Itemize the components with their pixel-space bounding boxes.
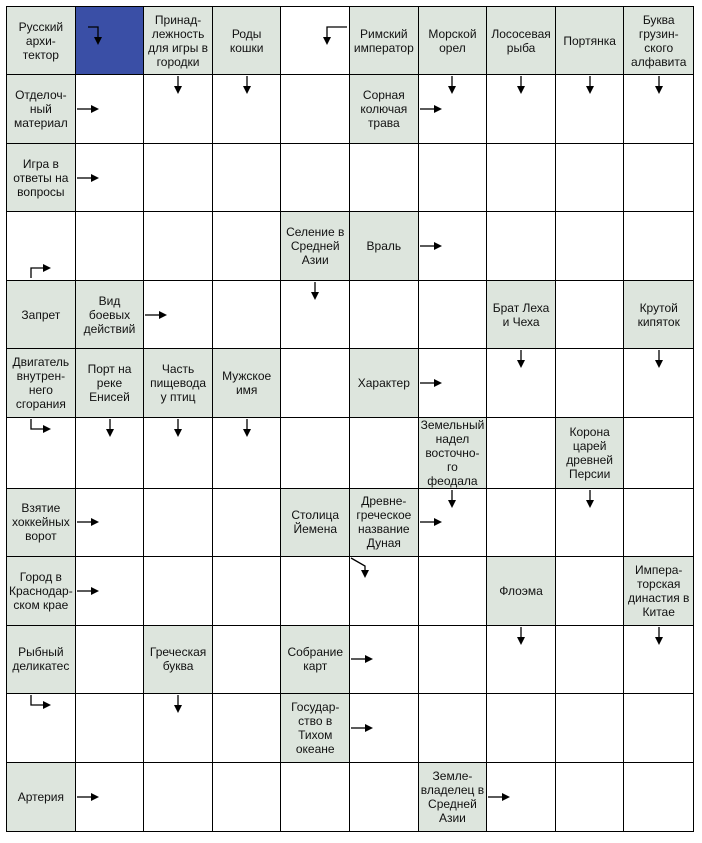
answer-cell[interactable] (144, 144, 213, 212)
answer-cell[interactable] (556, 212, 625, 280)
clue-text: Флоэма (499, 583, 543, 598)
clue-text: Буква грузин-ского алфавита (631, 12, 687, 69)
arrow-down-icon (158, 693, 198, 733)
answer-cell[interactable] (487, 75, 556, 143)
arrow-down-icon (90, 417, 130, 457)
arrow-down-icon (295, 280, 335, 320)
clue-text: Часть пищевода у птиц (150, 361, 207, 404)
clue-text: Лососевая рыба (491, 26, 551, 55)
answer-cell[interactable] (556, 75, 625, 143)
clue-cell (350, 212, 419, 280)
answer-cell[interactable] (487, 489, 556, 557)
answer-cell[interactable] (419, 144, 488, 212)
clue-cell (281, 212, 350, 280)
clue-text: Вид боевых действий (83, 293, 136, 336)
arrow-right-icon (349, 708, 389, 748)
answer-cell[interactable] (144, 489, 213, 557)
answer-cell[interactable] (556, 694, 625, 762)
clue-cell (7, 144, 76, 212)
arrow-down-icon (570, 74, 610, 114)
answer-cell[interactable] (76, 489, 145, 557)
answer-cell[interactable] (76, 557, 145, 625)
arrow-right-icon (75, 777, 115, 817)
arrow-right-icon (418, 226, 458, 266)
arrow-right-icon (486, 777, 526, 817)
arrow-down-icon (158, 417, 198, 457)
clue-text: Взятие хоккейных ворот (11, 501, 70, 544)
answer-cell[interactable] (7, 212, 76, 280)
clue-cell (487, 7, 556, 75)
answer-cell[interactable] (281, 418, 350, 489)
answer-cell[interactable] (419, 489, 488, 557)
clue-text: Собрание карт (287, 645, 344, 674)
clue-cell (350, 7, 419, 75)
answer-cell[interactable] (556, 763, 625, 831)
answer-cell[interactable] (213, 489, 282, 557)
clue-cell (7, 75, 76, 143)
clue-text: Порт на реке Енисей (87, 361, 132, 404)
arrow-right-icon (75, 571, 115, 611)
answer-cell[interactable] (624, 763, 693, 831)
clue-text: Крутой кипяток (637, 300, 680, 329)
clue-cell (281, 489, 350, 557)
clue-text: Древне-греческое название Дуная (356, 494, 412, 551)
clue-text: Роды кошки (229, 26, 264, 55)
answer-cell[interactable] (213, 694, 282, 762)
arrow-down-icon (639, 625, 679, 665)
clue-text: Земельный надел восточно-го феодала (420, 417, 485, 488)
clue-cell (281, 694, 350, 762)
clue-cell (7, 489, 76, 557)
answer-cell[interactable] (624, 212, 693, 280)
answer-cell[interactable] (419, 557, 488, 625)
answer-cell[interactable] (213, 418, 282, 489)
clue-text: Двигатель внутрен-него сгорания (12, 354, 70, 411)
clue-cell (7, 349, 76, 417)
clue-cell (556, 418, 625, 489)
answer-cell[interactable] (213, 763, 282, 831)
clue-cell (624, 557, 693, 625)
clue-text: Отделоч-ный материал (13, 88, 68, 131)
arrow-down-icon (501, 625, 541, 665)
clue-cell (281, 626, 350, 694)
clue-text: Морской орел (428, 26, 477, 55)
answer-cell[interactable] (281, 557, 350, 625)
arrow-down-icon (639, 74, 679, 114)
clue-text: Русский архи-тектор (18, 19, 64, 62)
answer-cell[interactable] (213, 144, 282, 212)
clue-text: Принад-лежность для игры в городки (148, 12, 209, 69)
clue-cell (556, 7, 625, 75)
answer-cell[interactable] (487, 418, 556, 489)
answer-cell[interactable] (419, 212, 488, 280)
answer-cell[interactable] (76, 144, 145, 212)
answer-cell[interactable] (624, 626, 693, 694)
clue-text: Запрет (21, 307, 61, 322)
clue-text: Артерия (17, 789, 65, 804)
answer-cell[interactable] (556, 144, 625, 212)
answer-cell[interactable] (144, 75, 213, 143)
answer-cell[interactable] (624, 418, 693, 489)
answer-cell[interactable] (419, 281, 488, 349)
answer-cell[interactable] (556, 281, 625, 349)
clue-text: Селение в Средней Азии (286, 225, 345, 268)
clue-cell (76, 349, 145, 417)
clue-text: Греческая буква (149, 645, 207, 674)
answer-cell[interactable] (556, 557, 625, 625)
arrow-diag-down-icon (349, 556, 389, 596)
clue-cell (144, 349, 213, 417)
answer-cell[interactable] (419, 694, 488, 762)
clue-cell (7, 557, 76, 625)
clue-cell (624, 7, 693, 75)
answer-cell[interactable] (281, 144, 350, 212)
answer-cell[interactable] (213, 626, 282, 694)
arrow-down-icon (501, 348, 541, 388)
answer-cell[interactable] (144, 694, 213, 762)
answer-cell[interactable] (76, 75, 145, 143)
arrow-right-icon (75, 158, 115, 198)
clue-cell (419, 7, 488, 75)
clue-text: Враль (366, 239, 402, 254)
arrow-right-icon (349, 639, 389, 679)
answer-cell[interactable] (624, 694, 693, 762)
answer-cell[interactable] (281, 349, 350, 417)
answer-cell[interactable] (487, 212, 556, 280)
clue-text: Характер (357, 375, 410, 390)
answer-cell[interactable] (213, 557, 282, 625)
arrow-right-icon (418, 89, 458, 129)
clue-cell (350, 489, 419, 557)
arrow-down-icon (227, 74, 267, 114)
clue-text: Столица Йемена (291, 508, 340, 537)
clue-text: Импера-торская династия в Китае (628, 562, 690, 619)
arrow-down-icon (227, 417, 267, 457)
answer-cell[interactable] (556, 489, 625, 557)
arrow-down-icon (158, 74, 198, 114)
arrow-right-icon (418, 363, 458, 403)
clue-text: Земле-владелец в Средней Азии (420, 768, 485, 825)
answer-cell[interactable] (487, 694, 556, 762)
answer-cell[interactable] (76, 694, 145, 762)
answer-cell[interactable] (144, 557, 213, 625)
answer-cell[interactable] (7, 694, 76, 762)
clue-text: Брат Леха и Чеха (492, 300, 550, 329)
crossword-grid (6, 6, 694, 832)
answer-cell[interactable] (624, 75, 693, 143)
clue-cell (419, 418, 488, 489)
clue-cell (350, 75, 419, 143)
arrow-up-right-icon (29, 240, 69, 280)
answer-cell[interactable] (487, 349, 556, 417)
answer-cell[interactable] (213, 281, 282, 349)
answer-cell[interactable] (7, 418, 76, 489)
clue-cell (350, 349, 419, 417)
answer-cell[interactable] (350, 557, 419, 625)
clue-cell (144, 7, 213, 75)
arrow-down-icon (432, 74, 472, 114)
arrow-right-down-icon (86, 25, 126, 65)
clue-cell (419, 763, 488, 831)
answer-cell[interactable] (213, 212, 282, 280)
clue-cell (7, 281, 76, 349)
arrow-down-icon (432, 488, 472, 528)
clue-text: Рыбный деликатес (12, 645, 70, 674)
clue-text: Корона царей древней Персии (566, 424, 613, 481)
arrow-down-right-icon (29, 693, 69, 733)
arrow-right-icon (75, 89, 115, 129)
arrow-down-icon (501, 74, 541, 114)
answer-cell[interactable] (350, 281, 419, 349)
answer-cell[interactable] (624, 349, 693, 417)
answer-cell[interactable] (350, 694, 419, 762)
clue-cell (487, 281, 556, 349)
arrow-down-icon (570, 488, 610, 528)
answer-cell[interactable] (281, 75, 350, 143)
answer-cell[interactable] (419, 349, 488, 417)
answer-cell[interactable] (350, 626, 419, 694)
answer-cell[interactable] (76, 763, 145, 831)
clue-text: Город в Краснодар-ском крае (9, 569, 73, 612)
answer-cell[interactable] (213, 75, 282, 143)
answer-cell[interactable] (76, 626, 145, 694)
answer-cell[interactable] (144, 763, 213, 831)
answer-cell[interactable] (556, 349, 625, 417)
arrow-down-icon (639, 348, 679, 388)
clue-cell (487, 557, 556, 625)
answer-cell[interactable] (144, 281, 213, 349)
answer-cell[interactable] (281, 281, 350, 349)
answer-cell[interactable] (281, 7, 350, 75)
clue-text: Игра в ответы на вопросы (13, 156, 69, 199)
arrow-right-icon (143, 295, 183, 335)
clue-text: Римский император (353, 26, 414, 55)
arrow-left-down-icon (309, 25, 349, 65)
clue-cell (624, 281, 693, 349)
clue-cell (7, 626, 76, 694)
answer-cell[interactable] (350, 418, 419, 489)
answer-cell[interactable] (556, 626, 625, 694)
answer-cell[interactable] (281, 763, 350, 831)
answer-cell[interactable] (76, 418, 145, 489)
clue-cell (144, 626, 213, 694)
answer-cell[interactable] (487, 626, 556, 694)
answer-cell[interactable] (419, 75, 488, 143)
clue-cell (213, 7, 282, 75)
arrow-right-icon (418, 502, 458, 542)
arrow-right-icon (75, 502, 115, 542)
answer-cell[interactable] (350, 763, 419, 831)
answer-cell[interactable] (350, 144, 419, 212)
answer-cell[interactable] (487, 144, 556, 212)
answer-cell[interactable] (144, 212, 213, 280)
clue-cell (76, 281, 145, 349)
arrow-down-right-icon (29, 417, 69, 457)
answer-cell[interactable] (419, 626, 488, 694)
answer-cell[interactable] (624, 144, 693, 212)
clue-text: Мужское имя (222, 368, 272, 397)
filled-cell (76, 7, 145, 75)
clue-cell (213, 349, 282, 417)
clue-text: Портянка (563, 33, 616, 48)
clue-cell (7, 763, 76, 831)
clue-cell (7, 7, 76, 75)
answer-cell[interactable] (76, 212, 145, 280)
answer-cell[interactable] (144, 418, 213, 489)
answer-cell[interactable] (487, 763, 556, 831)
clue-text: Государ-ство в Тихом океане (291, 699, 340, 756)
answer-cell[interactable] (624, 489, 693, 557)
clue-text: Сорная колючая трава (360, 88, 408, 131)
